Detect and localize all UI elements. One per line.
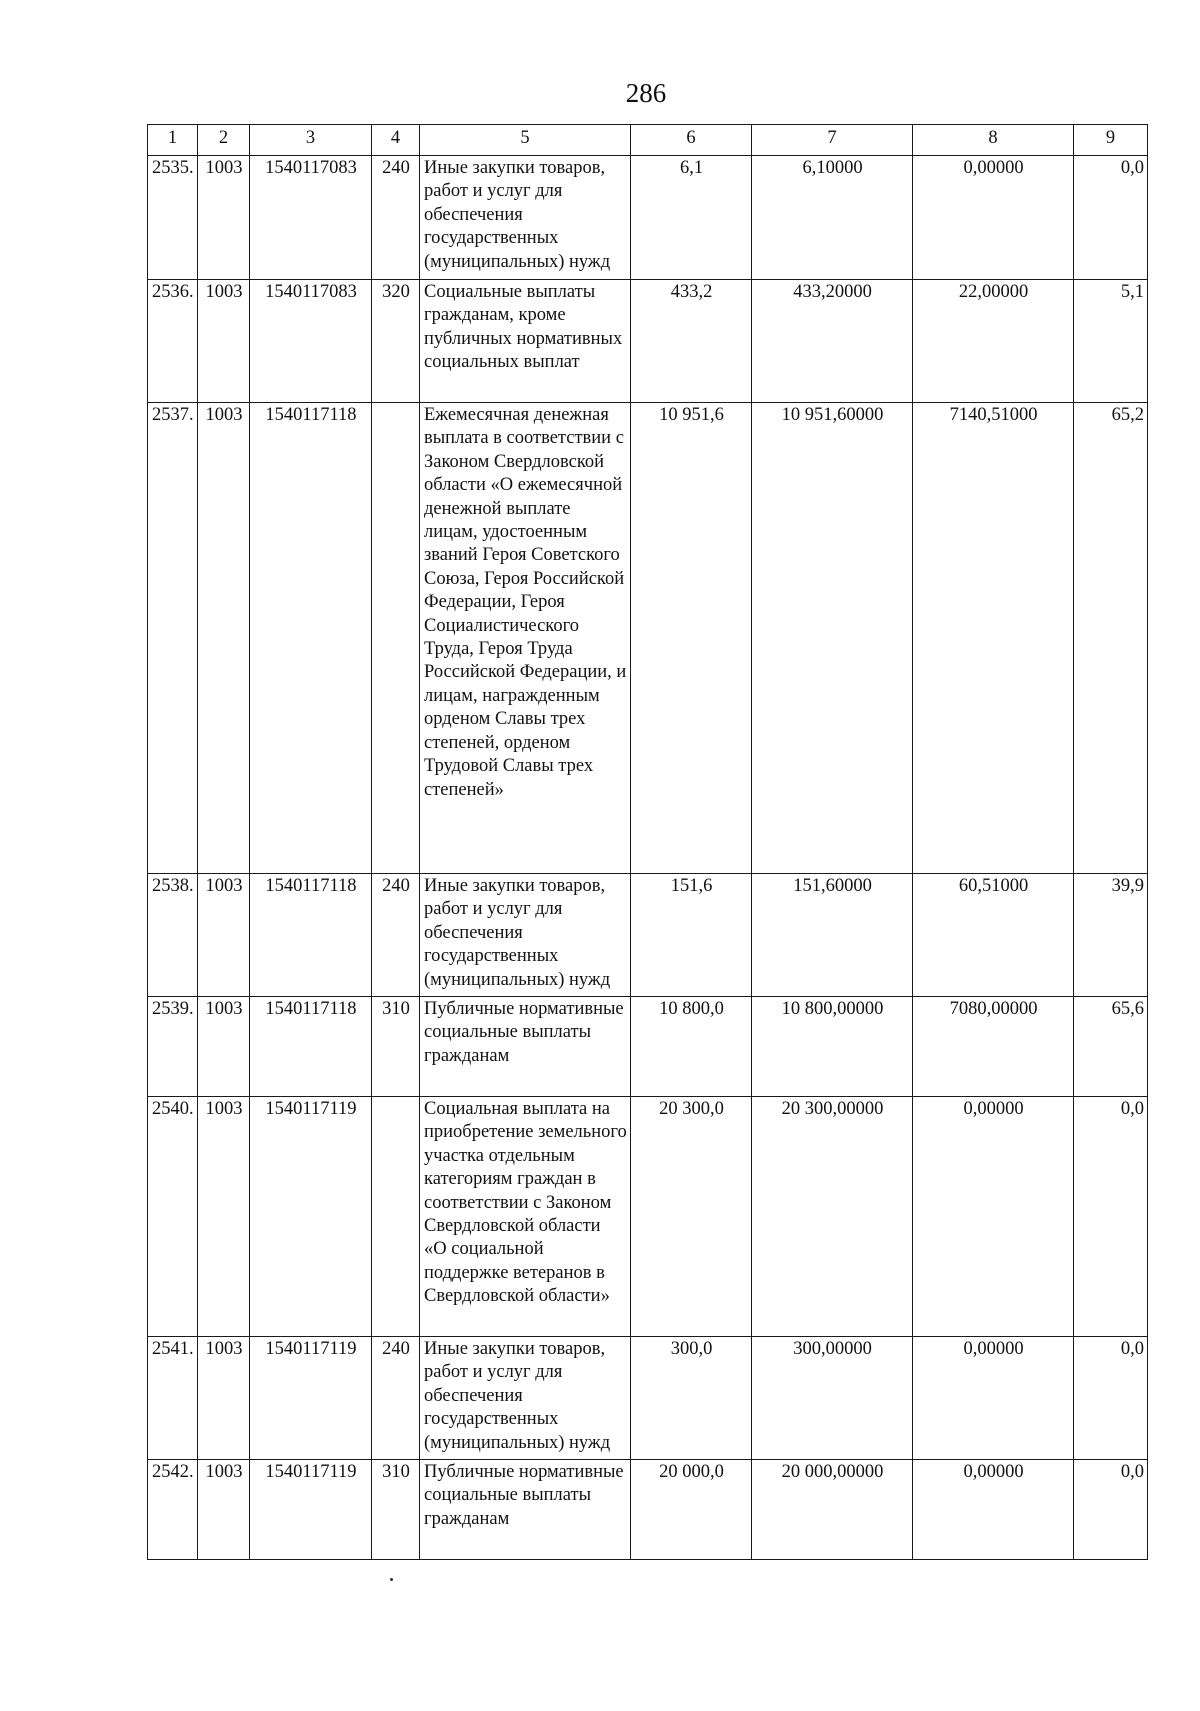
header-cell: 3 bbox=[250, 125, 372, 156]
executed-amount: 0,00000 bbox=[913, 1460, 1074, 1560]
executed-amount: 0,00000 bbox=[913, 1097, 1074, 1337]
plan-amount: 10 951,6 bbox=[631, 403, 752, 874]
plan-amount: 20 000,0 bbox=[631, 1460, 752, 1560]
section-code: 1003 bbox=[198, 156, 250, 280]
header-cell: 2 bbox=[198, 125, 250, 156]
table-body bbox=[148, 156, 1148, 1560]
table-row bbox=[148, 1097, 1148, 1337]
row-number: 2536. bbox=[148, 280, 198, 403]
executed-amount: 0,00000 bbox=[913, 1337, 1074, 1460]
section-code: 1003 bbox=[198, 874, 250, 997]
row-number: 2542. bbox=[148, 1460, 198, 1560]
plan-precise-amount: 20 300,00000 bbox=[752, 1097, 913, 1337]
table-row bbox=[148, 874, 1148, 997]
plan-amount: 151,6 bbox=[631, 874, 752, 997]
execution-percent: 0,0 bbox=[1074, 1460, 1148, 1560]
target-code: 1540117119 bbox=[250, 1337, 372, 1460]
table-row bbox=[148, 156, 1148, 280]
table-row bbox=[148, 1337, 1148, 1460]
expense-type-code: 240 bbox=[372, 1337, 420, 1460]
table-row bbox=[148, 403, 1148, 874]
execution-percent: 39,9 bbox=[1074, 874, 1148, 997]
row-number: 2537. bbox=[148, 403, 198, 874]
row-description: Публичные нормативные социальные выплаты гражданам bbox=[420, 1460, 631, 1560]
executed-amount: 60,51000 bbox=[913, 874, 1074, 997]
target-code: 1540117083 bbox=[250, 280, 372, 403]
expense-type-code: 320 bbox=[372, 280, 420, 403]
table-header bbox=[148, 125, 1148, 156]
executed-amount: 22,00000 bbox=[913, 280, 1074, 403]
expense-type-code bbox=[372, 403, 420, 874]
header-cell: 4 bbox=[372, 125, 420, 156]
section-code: 1003 bbox=[198, 1097, 250, 1337]
expense-type-code: 240 bbox=[372, 874, 420, 997]
row-description: Иные закупки товаров, работ и услуг для обеспечения государственных (муниципальных) нужд bbox=[420, 1337, 631, 1460]
budget-table bbox=[147, 124, 1148, 1560]
executed-amount: 0,00000 bbox=[913, 156, 1074, 280]
execution-percent: 0,0 bbox=[1074, 1337, 1148, 1460]
page-number: 286 bbox=[625, 78, 667, 108]
row-description: Иные закупки товаров, работ и услуг для обеспечения государственных (муниципальных) нужд bbox=[420, 156, 631, 280]
target-code: 1540117118 bbox=[250, 403, 372, 874]
expense-type-code: 310 bbox=[372, 997, 420, 1097]
target-code: 1540117118 bbox=[250, 997, 372, 1097]
section-code: 1003 bbox=[198, 403, 250, 874]
target-code: 1540117083 bbox=[250, 156, 372, 280]
header-row bbox=[148, 125, 1148, 156]
plan-amount: 300,0 bbox=[631, 1337, 752, 1460]
expense-type-code: 240 bbox=[372, 156, 420, 280]
plan-amount: 20 300,0 bbox=[631, 1097, 752, 1337]
row-description: Социальная выплата на приобретение земельного участка отдельным категориям граждан в соответствии с Законом Свердловской области «О социальной поддержке ветеранов в Свердловской области» bbox=[420, 1097, 631, 1337]
header-cell: 1 bbox=[148, 125, 198, 156]
header-cell: 8 bbox=[913, 125, 1074, 156]
plan-precise-amount: 20 000,00000 bbox=[752, 1460, 913, 1560]
target-code: 1540117118 bbox=[250, 874, 372, 997]
executed-amount: 7140,51000 bbox=[913, 403, 1074, 874]
row-description: Социальные выплаты гражданам, кроме публичных нормативных социальных выплат bbox=[420, 280, 631, 403]
row-description: Ежемесячная денежная выплата в соответствии с Законом Свердловской области «О ежемесячной денежной выплате лицам, удостоенным званий Героя Советского Союза, Героя Российской Федерации, Героя Социалистического Труда, Героя Труда Российской Федерации, и лицам, награжденным орденом Славы трех степеней, орденом Трудовой Славы трех степеней» bbox=[420, 403, 631, 874]
plan-precise-amount: 10 951,60000 bbox=[752, 403, 913, 874]
plan-amount: 433,2 bbox=[631, 280, 752, 403]
plan-precise-amount: 300,00000 bbox=[752, 1337, 913, 1460]
execution-percent: 0,0 bbox=[1074, 1097, 1148, 1337]
plan-precise-amount: 6,10000 bbox=[752, 156, 913, 280]
plan-precise-amount: 151,60000 bbox=[752, 874, 913, 997]
row-number: 2541. bbox=[148, 1337, 198, 1460]
header-cell: 7 bbox=[752, 125, 913, 156]
table-row bbox=[148, 280, 1148, 403]
execution-percent: 5,1 bbox=[1074, 280, 1148, 403]
row-number: 2540. bbox=[148, 1097, 198, 1337]
target-code: 1540117119 bbox=[250, 1460, 372, 1560]
header-cell: 5 bbox=[420, 125, 631, 156]
execution-percent: 0,0 bbox=[1074, 156, 1148, 280]
target-code: 1540117119 bbox=[250, 1097, 372, 1337]
row-description: Публичные нормативные социальные выплаты гражданам bbox=[420, 997, 631, 1097]
row-number: 2539. bbox=[148, 997, 198, 1097]
table-row bbox=[148, 997, 1148, 1097]
row-number: 2535. bbox=[148, 156, 198, 280]
plan-precise-amount: 10 800,00000 bbox=[752, 997, 913, 1097]
row-description: Иные закупки товаров, работ и услуг для обеспечения государственных (муниципальных) нужд bbox=[420, 874, 631, 997]
scan-speck bbox=[390, 1578, 393, 1581]
plan-precise-amount: 433,20000 bbox=[752, 280, 913, 403]
expense-type-code bbox=[372, 1097, 420, 1337]
executed-amount: 7080,00000 bbox=[913, 997, 1074, 1097]
plan-amount: 10 800,0 bbox=[631, 997, 752, 1097]
row-number: 2538. bbox=[148, 874, 198, 997]
section-code: 1003 bbox=[198, 997, 250, 1097]
expense-type-code: 310 bbox=[372, 1460, 420, 1560]
section-code: 1003 bbox=[198, 280, 250, 403]
section-code: 1003 bbox=[198, 1337, 250, 1460]
header-cell: 6 bbox=[631, 125, 752, 156]
execution-percent: 65,2 bbox=[1074, 403, 1148, 874]
table-row bbox=[148, 1460, 1148, 1560]
execution-percent: 65,6 bbox=[1074, 997, 1148, 1097]
section-code: 1003 bbox=[198, 1460, 250, 1560]
plan-amount: 6,1 bbox=[631, 156, 752, 280]
header-cell: 9 bbox=[1074, 125, 1148, 156]
